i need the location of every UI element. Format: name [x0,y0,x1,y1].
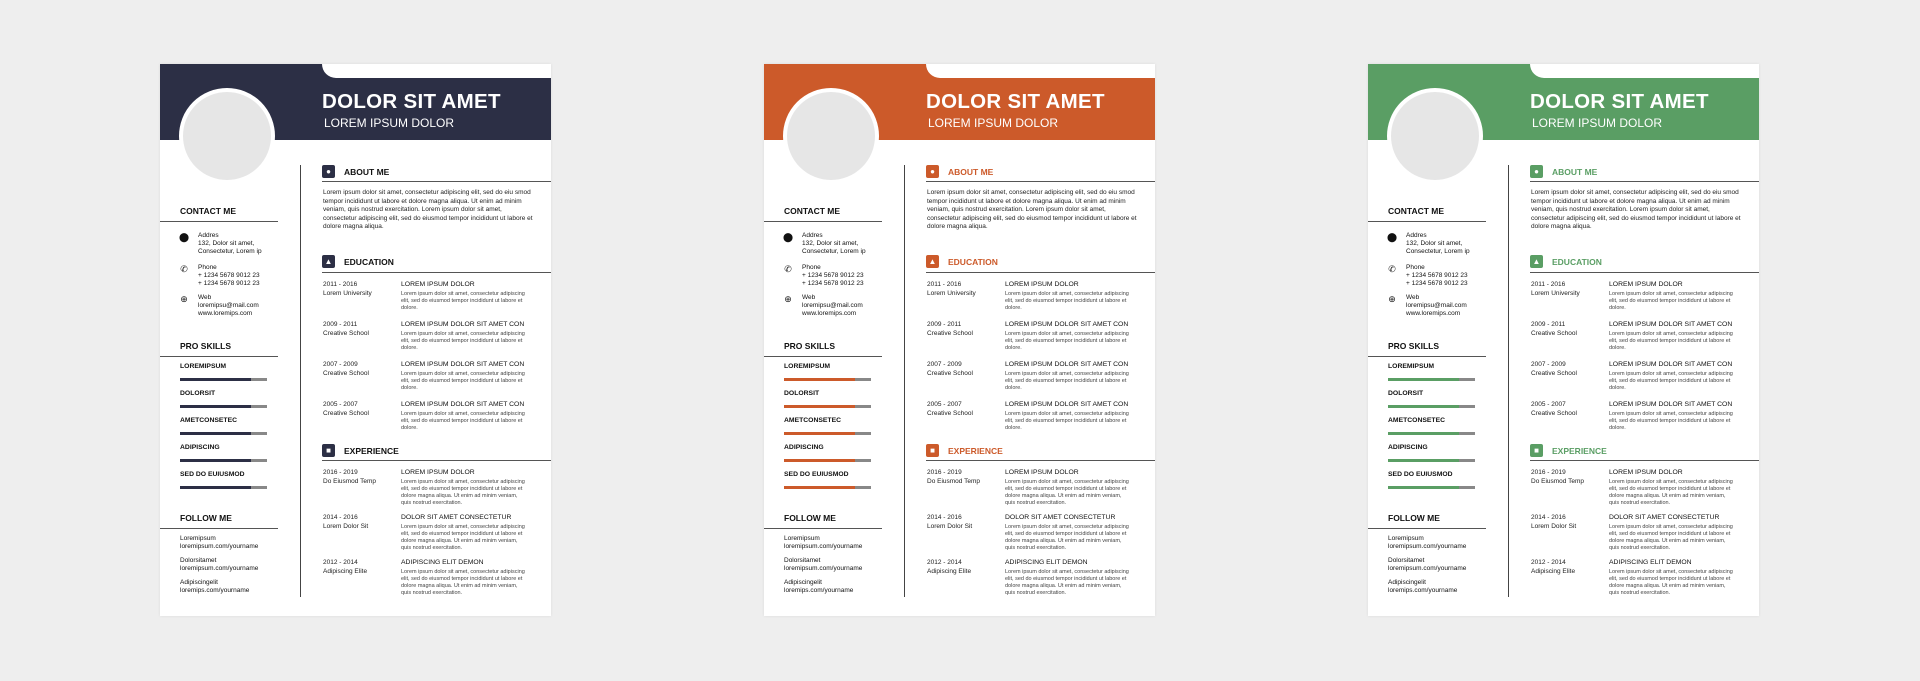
entry-place: Creative School [1531,410,1577,417]
skill-fill [180,378,251,381]
resume-name: DOLOR SIT AMET [322,90,501,113]
follow-rule [764,528,882,529]
skill-item [180,363,290,370]
entry-place: Creative School [927,330,973,337]
entry-title: LOREM IPSUM DOLOR SIT AMET CON [1005,361,1129,368]
entry-description: Lorem ipsum dolor sit amet, consectetur adipiscing elit, sed do eiusmod tempor incididunt ut labore et dolore. [1609,291,1733,311]
skill-bar [784,459,871,462]
globe-icon: ⊕ [180,294,188,304]
header-notch [322,64,551,78]
education-title: EDUCATION [344,257,394,267]
skill-name: ADIPISCING [784,444,824,451]
contact-text: Addres 132, Dolor sit amet, Consectetur, Lorem ip [1406,232,1470,255]
skill-name: DOLORSIT [1388,390,1424,397]
skill-fill [180,405,251,408]
entry-description: Lorem ipsum dolor sit amet, consectetur adipiscing elit, sed do eiusmod tempor incididunt ut labore et dolore. [1005,411,1129,431]
experience-title: EXPERIENCE [1552,446,1607,456]
entry-date: 2009 - 2011 [323,321,358,328]
skills-rule [764,356,882,357]
entry-description: Lorem ipsum dolor sit amet, consectetur adipiscing elit, sed do eiusmod tempor incididunt ut labore et dolore magna aliqua. Ut enim ad minim veniam, quis nostrud exercitation. [1005,569,1129,596]
entry-title: ADIPISCING ELIT DEMON [1609,559,1692,566]
column-divider [300,165,301,597]
skill-bar [784,405,871,408]
skill-name: AMETCONSETEC [1388,417,1446,424]
skill-bar [1388,486,1475,489]
contact-heading: CONTACT ME [1388,206,1445,216]
entry-date: 2009 - 2011 [927,321,962,328]
entry-description: Lorem ipsum dolor sit amet, consectetur adipiscing elit, sed do eiusmod tempor incididunt ut labore et dolore. [1609,371,1733,391]
entry-date: 2014 - 2016 [1531,514,1566,521]
entry-title: DOLOR SIT AMET CONSECTETUR [1609,514,1720,521]
skill-fill [1388,432,1459,435]
entry-place: Lorem University [1531,290,1580,297]
education-rule [926,272,1155,273]
skills-heading: PRO SKILLS [784,341,836,351]
skills-heading: PRO SKILLS [1388,341,1440,351]
follow-link[interactable]: Adipiscingelit loremips.com/yourname [180,579,250,594]
skill-name: SED DO EUIUSMOD [1388,471,1453,478]
skill-item [180,417,290,424]
resume-card [1368,64,1759,616]
entry-description: Lorem ipsum dolor sit amet, consectetur adipiscing elit, sed do eiusmod tempor incididunt ut labore et dolore. [401,411,525,431]
entry-place: Creative School [1531,370,1577,377]
follow-link[interactable]: Loremipsum loremipsum.com/yourname [784,535,863,550]
entry-place: Creative School [323,370,369,377]
follow-rule [1368,528,1486,529]
location-pin-icon: ⬤ [179,232,190,242]
user-icon: ● [322,165,335,178]
skill-name: LOREMIPSUM [180,363,227,370]
entry-description: Lorem ipsum dolor sit amet, consectetur adipiscing elit, sed do eiusmod tempor incididunt ut labore et dolore magna aliqua. Ut enim ad minim veniam, quis nostrud exercitation. [1609,569,1733,596]
contact-rule [1368,221,1486,222]
skill-bar [784,378,871,381]
entry-title: LOREM IPSUM DOLOR SIT AMET CON [401,321,525,328]
skill-bar [1388,459,1475,462]
skill-name: AMETCONSETEC [180,417,238,424]
skill-item [784,417,894,424]
skill-bar [1388,378,1475,381]
contact-heading: CONTACT ME [180,206,237,216]
entry-date: 2005 - 2007 [1531,401,1566,408]
contact-text: Web loremipsu@mail.com www.loremips.com [198,294,259,317]
entry-date: 2007 - 2009 [927,361,962,368]
skill-name: SED DO EUIUSMOD [784,471,849,478]
about-rule [926,181,1155,182]
resume-card [764,64,1155,616]
skill-fill [180,432,251,435]
skill-name: ADIPISCING [180,444,220,451]
skill-item [784,390,894,397]
entry-title: LOREM IPSUM DOLOR SIT AMET CON [401,401,525,408]
skill-fill [1388,378,1459,381]
entry-date: 2012 - 2014 [1531,559,1566,566]
entry-place: Lorem University [927,290,976,297]
skill-bar [180,378,267,381]
education-title: EDUCATION [1552,257,1602,267]
entry-place: Lorem Dolor Sit [927,523,973,530]
graduation-cap-icon: ▲ [322,255,335,268]
entry-description: Lorem ipsum dolor sit amet, consectetur adipiscing elit, sed do eiusmod tempor incididunt ut labore et dolore. [401,331,525,351]
skill-item [1388,417,1498,424]
user-icon: ● [1530,165,1543,178]
follow-link[interactable]: Loremipsum loremipsum.com/yourname [180,535,259,550]
entry-description: Lorem ipsum dolor sit amet, consectetur adipiscing elit, sed do eiusmod tempor incididunt ut labore et dolore. [1005,291,1129,311]
contact-heading: CONTACT ME [784,206,841,216]
contact-text: Phone + 1234 5678 9012 23 + 1234 5678 9012 23 [198,264,260,287]
graduation-cap-icon: ▲ [926,255,939,268]
entry-description: Lorem ipsum dolor sit amet, consectetur adipiscing elit, sed do eiusmod tempor incididunt ut labore et dolore magna aliqua. Ut enim ad minim veniam, quis nostrud exercitation. [1005,524,1129,551]
skill-item [1388,471,1498,478]
skill-fill [180,459,251,462]
entry-description: Lorem ipsum dolor sit amet, consectetur adipiscing elit, sed do eiusmod tempor incididunt ut labore et dolore magna aliqua. Ut enim ad minim veniam, quis nostrud exercitation. [1609,479,1733,506]
skill-name: ADIPISCING [1388,444,1428,451]
header-notch [926,64,1155,78]
entry-title: LOREM IPSUM DOLOR [1005,281,1079,288]
entry-date: 2011 - 2016 [323,281,358,288]
entry-place: Do Eiusmod Temp [1531,478,1584,485]
skill-fill [784,432,855,435]
briefcase-icon: ■ [1530,444,1543,457]
entry-date: 2007 - 2009 [1531,361,1566,368]
entry-date: 2009 - 2011 [1531,321,1566,328]
entry-title: ADIPISCING ELIT DEMON [401,559,484,566]
skills-rule [160,356,278,357]
entry-place: Creative School [927,410,973,417]
entry-place: Adipiscing Elite [323,568,368,575]
education-rule [1530,272,1759,273]
entry-description: Lorem ipsum dolor sit amet, consectetur adipiscing elit, sed do eiusmod tempor incididunt ut labore et dolore. [1609,331,1733,351]
entry-title: LOREM IPSUM DOLOR [1005,469,1079,476]
skill-item [784,363,894,370]
experience-title: EXPERIENCE [948,446,1003,456]
entry-title: LOREM IPSUM DOLOR SIT AMET CON [1609,321,1733,328]
entry-place: Lorem University [323,290,372,297]
follow-link[interactable]: Dolorsitamet loremipsum.com/yourname [180,557,259,572]
contact-text: Web loremipsu@mail.com www.loremips.com [1406,294,1467,317]
resume-name: DOLOR SIT AMET [926,90,1105,113]
skill-bar [784,432,871,435]
profile-photo [179,88,275,184]
entry-description: Lorem ipsum dolor sit amet, consectetur adipiscing elit, sed do eiusmod tempor incididunt ut labore et dolore. [1005,371,1129,391]
skill-bar [784,486,871,489]
entry-date: 2012 - 2014 [927,559,962,566]
follow-link[interactable]: Adipiscingelit loremips.com/yourname [784,579,854,594]
entry-title: DOLOR SIT AMET CONSECTETUR [1005,514,1116,521]
entry-place: Adipiscing Elite [927,568,972,575]
skill-item [784,471,894,478]
skills-heading: PRO SKILLS [180,341,232,351]
briefcase-icon: ■ [926,444,939,457]
contact-rule [764,221,882,222]
skill-name: SED DO EUIUSMOD [180,471,245,478]
skill-name: DOLORSIT [784,390,820,397]
skill-bar [1388,432,1475,435]
entry-date: 2005 - 2007 [323,401,358,408]
entry-title: DOLOR SIT AMET CONSECTETUR [401,514,512,521]
skill-name: LOREMIPSUM [1388,363,1435,370]
follow-link[interactable]: Loremipsum loremipsum.com/yourname [1388,535,1467,550]
entry-title: LOREM IPSUM DOLOR SIT AMET CON [401,361,525,368]
column-divider [1508,165,1509,597]
skill-name: AMETCONSETEC [784,417,842,424]
experience-title: EXPERIENCE [344,446,399,456]
entry-date: 2007 - 2009 [323,361,358,368]
phone-icon: ✆ [180,264,188,274]
entry-place: Creative School [323,410,369,417]
about-title: ABOUT ME [1552,167,1598,177]
globe-icon: ⊕ [1388,294,1396,304]
entry-date: 2016 - 2019 [1531,469,1566,476]
skill-fill [784,378,855,381]
skill-item [180,444,290,451]
entry-date: 2011 - 2016 [1531,281,1566,288]
skill-item [1388,444,1498,451]
entry-description: Lorem ipsum dolor sit amet, consectetur adipiscing elit, sed do eiusmod tempor incididunt ut labore et dolore magna aliqua. Ut enim ad minim veniam, quis nostrud exercitation. [1609,524,1733,551]
about-title: ABOUT ME [344,167,390,177]
entry-place: Creative School [927,370,973,377]
about-rule [322,181,551,182]
skill-item [784,444,894,451]
globe-icon: ⊕ [784,294,792,304]
skill-item [1388,363,1498,370]
entry-date: 2011 - 2016 [927,281,962,288]
entry-place: Adipiscing Elite [1531,568,1576,575]
entry-description: Lorem ipsum dolor sit amet, consectetur adipiscing elit, sed do eiusmod tempor incididunt ut labore et dolore magna aliqua. Ut enim ad minim veniam, quis nostrud exercitation. [401,524,525,551]
entry-description: Lorem ipsum dolor sit amet, consectetur adipiscing elit, sed do eiusmod tempor incididunt ut labore et dolore magna aliqua. Ut enim ad minim veniam, quis nostrud exercitation. [1005,479,1129,506]
follow-link[interactable]: Dolorsitamet loremipsum.com/yourname [784,557,863,572]
skill-bar [1388,405,1475,408]
entry-date: 2014 - 2016 [323,514,358,521]
skill-name: DOLORSIT [180,390,216,397]
follow-link[interactable]: Dolorsitamet loremipsum.com/yourname [1388,557,1467,572]
skills-rule [1368,356,1486,357]
skill-bar [180,486,267,489]
about-text: Lorem ipsum dolor sit amet, consectetur adipiscing elit, sed do eiu smod tempor incididunt ut labore et dolore magna aliqua. Ut enim ad minim veniam, quis nostrud exercitation. Lorem ipsum dolor sit amet, consectetur adipiscing elit, sed do eiusmod tempor incididunt ut labore et dolore magna aliqua. [1531,189,1741,230]
skill-item [180,390,290,397]
entry-title: LOREM IPSUM DOLOR SIT AMET CON [1609,401,1733,408]
follow-rule [160,528,278,529]
resume-subtitle: LOREM IPSUM DOLOR [324,116,455,130]
entry-title: LOREM IPSUM DOLOR SIT AMET CON [1005,401,1129,408]
entry-title: LOREM IPSUM DOLOR SIT AMET CON [1005,321,1129,328]
about-text: Lorem ipsum dolor sit amet, consectetur adipiscing elit, sed do eiu smod tempor incididunt ut labore et dolore magna aliqua. Ut enim ad minim veniam, quis nostrud exercitation. Lorem ipsum dolor sit amet, consectetur adipiscing elit, sed do eiusmod tempor incididunt ut labore et dolore magna aliqua. [927,189,1137,230]
experience-rule [1530,460,1759,461]
education-title: EDUCATION [948,257,998,267]
education-rule [322,272,551,273]
entry-description: Lorem ipsum dolor sit amet, consectetur adipiscing elit, sed do eiusmod tempor incididunt ut labore et dolore. [401,371,525,391]
skill-fill [1388,405,1459,408]
entry-description: Lorem ipsum dolor sit amet, consectetur adipiscing elit, sed do eiusmod tempor incididunt ut labore et dolore. [401,291,525,311]
contact-text: Addres 132, Dolor sit amet, Consectetur, Lorem ip [198,232,262,255]
profile-photo [1387,88,1483,184]
header-notch [1530,64,1759,78]
entry-place: Lorem Dolor Sit [1531,523,1577,530]
experience-rule [926,460,1155,461]
entry-title: LOREM IPSUM DOLOR [401,469,475,476]
entry-date: 2016 - 2019 [323,469,358,476]
contact-text: Phone + 1234 5678 9012 23 + 1234 5678 9012 23 [1406,264,1468,287]
location-pin-icon: ⬤ [783,232,794,242]
contact-rule [160,221,278,222]
entry-title: LOREM IPSUM DOLOR [401,281,475,288]
skill-bar [180,405,267,408]
entry-title: LOREM IPSUM DOLOR [1609,281,1683,288]
skill-fill [784,486,855,489]
profile-photo [783,88,879,184]
skill-fill [1388,486,1459,489]
resume-subtitle: LOREM IPSUM DOLOR [1532,116,1663,130]
follow-heading: FOLLOW ME [784,513,836,523]
skill-fill [784,405,855,408]
skill-fill [180,486,251,489]
location-pin-icon: ⬤ [1387,232,1398,242]
contact-text: Web loremipsu@mail.com www.loremips.com [802,294,863,317]
resume-subtitle: LOREM IPSUM DOLOR [928,116,1059,130]
column-divider [904,165,905,597]
contact-text: Phone + 1234 5678 9012 23 + 1234 5678 9012 23 [802,264,864,287]
user-icon: ● [926,165,939,178]
graduation-cap-icon: ▲ [1530,255,1543,268]
entry-place: Creative School [1531,330,1577,337]
experience-rule [322,460,551,461]
skill-item [1388,390,1498,397]
entry-title: ADIPISCING ELIT DEMON [1005,559,1088,566]
entry-place: Creative School [323,330,369,337]
entry-description: Lorem ipsum dolor sit amet, consectetur adipiscing elit, sed do eiusmod tempor incididunt ut labore et dolore. [1609,411,1733,431]
entry-description: Lorem ipsum dolor sit amet, consectetur adipiscing elit, sed do eiusmod tempor incididunt ut labore et dolore. [1005,331,1129,351]
entry-title: LOREM IPSUM DOLOR SIT AMET CON [1609,361,1733,368]
skill-name: LOREMIPSUM [784,363,831,370]
resume-card [160,64,551,616]
phone-icon: ✆ [784,264,792,274]
about-title: ABOUT ME [948,167,994,177]
resume-name: DOLOR SIT AMET [1530,90,1709,113]
entry-description: Lorem ipsum dolor sit amet, consectetur adipiscing elit, sed do eiusmod tempor incididunt ut labore et dolore magna aliqua. Ut enim ad minim veniam, quis nostrud exercitation. [401,479,525,506]
contact-text: Addres 132, Dolor sit amet, Consectetur, Lorem ip [802,232,866,255]
skill-bar [180,432,267,435]
entry-date: 2016 - 2019 [927,469,962,476]
entry-date: 2014 - 2016 [927,514,962,521]
follow-heading: FOLLOW ME [180,513,232,523]
briefcase-icon: ■ [322,444,335,457]
entry-title: LOREM IPSUM DOLOR [1609,469,1683,476]
entry-date: 2012 - 2014 [323,559,358,566]
entry-date: 2005 - 2007 [927,401,962,408]
about-rule [1530,181,1759,182]
skill-item [180,471,290,478]
entry-description: Lorem ipsum dolor sit amet, consectetur adipiscing elit, sed do eiusmod tempor incididunt ut labore et dolore magna aliqua. Ut enim ad minim veniam, quis nostrud exercitation. [401,569,525,596]
entry-place: Lorem Dolor Sit [323,523,369,530]
follow-link[interactable]: Adipiscingelit loremips.com/yourname [1388,579,1458,594]
entry-place: Do Eiusmod Temp [323,478,376,485]
entry-place: Do Eiusmod Temp [927,478,980,485]
skill-fill [784,459,855,462]
follow-heading: FOLLOW ME [1388,513,1440,523]
skill-fill [1388,459,1459,462]
about-text: Lorem ipsum dolor sit amet, consectetur adipiscing elit, sed do eiu smod tempor incididunt ut labore et dolore magna aliqua. Ut enim ad minim veniam, quis nostrud exercitation. Lorem ipsum dolor sit amet, consectetur adipiscing elit, sed do eiusmod tempor incididunt ut labore et dolore magna aliqua. [323,189,533,230]
phone-icon: ✆ [1388,264,1396,274]
skill-bar [180,459,267,462]
